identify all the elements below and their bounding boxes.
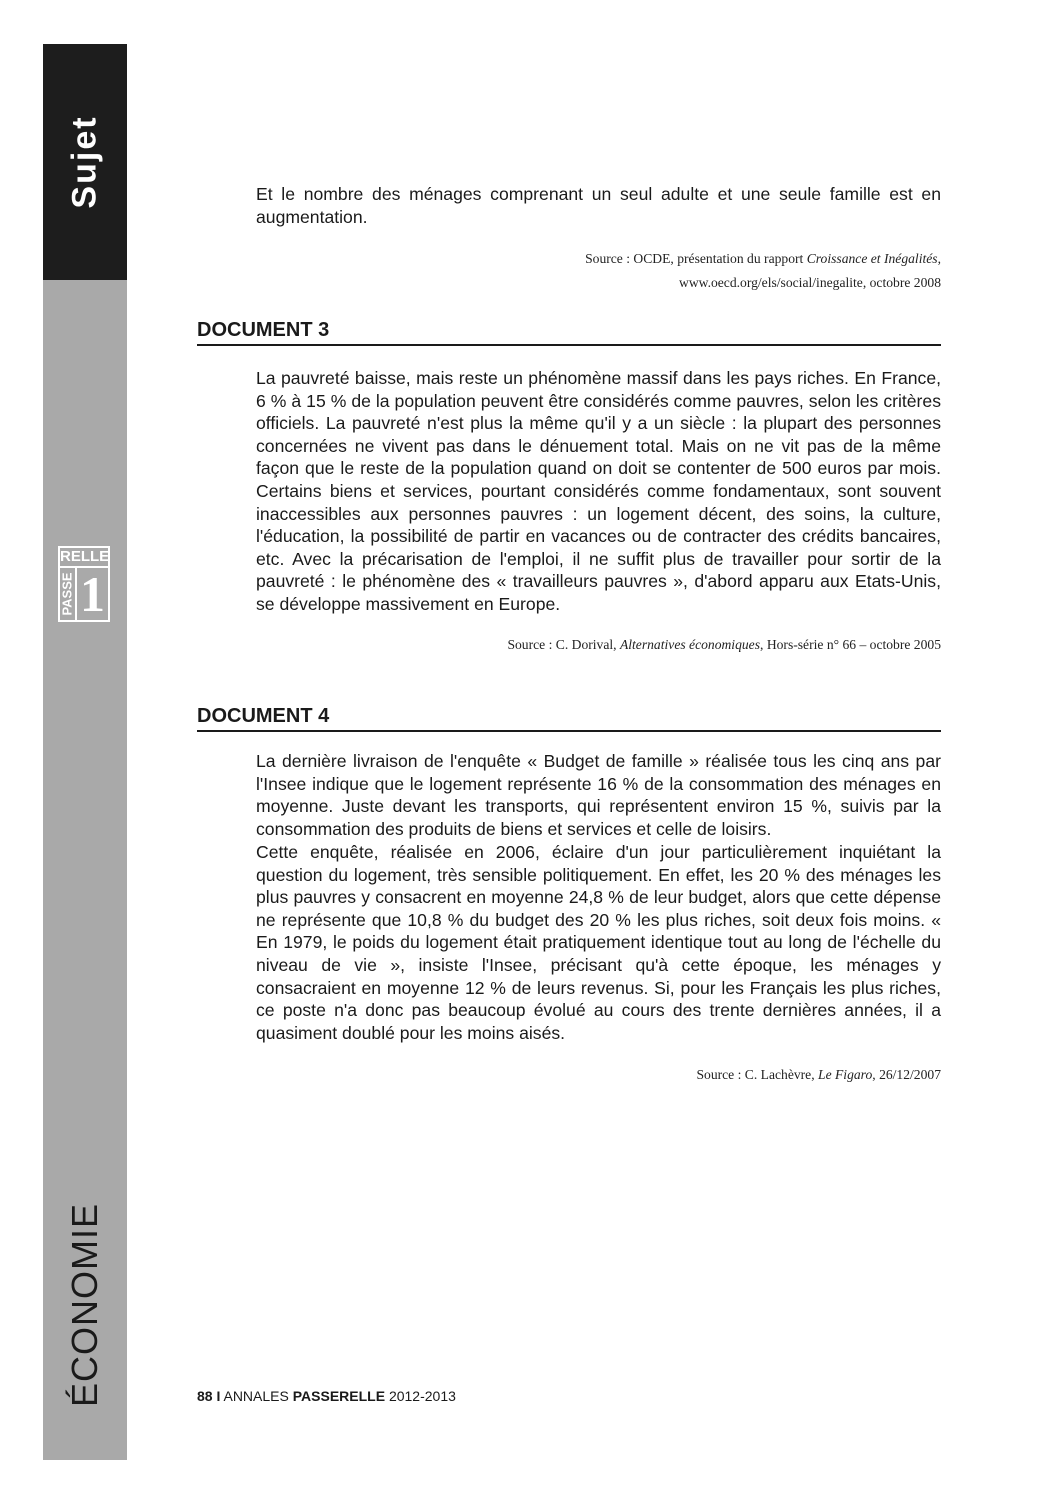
page-number: 88: [197, 1388, 213, 1404]
footer-year: 2012-2013: [388, 1388, 456, 1404]
document-4-source: Source : C. Lachèvre, Le Figaro, 26/12/2007: [696, 1067, 941, 1082]
logo-number: 1: [80, 566, 105, 622]
intro-source-line2: www.oecd.org/els/social/inegalite, octobre 2008: [679, 275, 941, 290]
logo-side-text: PASSE: [59, 572, 75, 616]
page-footer: [197, 1388, 456, 1404]
document-4-paragraph-2: Cette enquête, réalisée en 2006, éclaire d'un jour particulièrement inquiétant la question du logement, très sensible politiquement. En effet, les 20 % des ménages les plus pauvres y consacrent en moyenne 24,8 % de leur budget, alors que cette dépense ne représente que 10,8 % du budget des 20 % les plus riches, soit deux fois moins. « En 1979, le poids du logement était pratiquement identique tout au long de l'échelle du niveau de vie », insiste l'Insee, précisant qu'à cette époque, les ménages y consacraient en moyenne 12 % de leurs revenus. Si, pour les Français les plus riches, ce poste n'a donc pas beaucoup évolué au cours des trente dernières années, il a quasiment doublé pour les moins aisés.: [256, 842, 941, 1043]
logo-side: [60, 566, 77, 620]
intro-source-line1: Source : OCDE, présentation du rapport Croissance et Inégalités,: [585, 251, 941, 266]
document-3-heading: DOCUMENT 3: [197, 317, 941, 346]
logo-top-text: RELLE: [60, 548, 108, 568]
intro-paragraph: Et le nombre des ménages comprenant un seul adulte et une seule famille est en augmentation.: [256, 184, 941, 227]
document-3-paragraph: La pauvreté baisse, mais reste un phénomène massif dans les pays riches. En France, 6 % à 15 % de la population peuvent être considérés comme pauvres, selon les critères officiels. La pauvreté n'est plus la même qu'il y a un siècle : la plupart des personnes concernées ne vivent pas dans le dénuement total. Mais on ne vit pas de la même façon que le reste de la population quand on doit se contenter de 500 euros par mois. Certains biens et services, pourtant considérés comme fondamentaux, sont souvent inaccessibles aux personnes pauvres : un logement décent, des soins, la culture, l'éducation, la possibilité de partir en vacances ou de contracter des crédits bancaires, etc. Avec la précarisation de l'emploi, il ne suffit plus de travailler pour sortir de la pauvreté : le phénomène des « travailleurs pauvres », d'abord apparu aux Etats-Unis, se développe massivement en Europe.: [256, 368, 941, 614]
document-3-source: Source : C. Dorival, Alternatives économiques, Hors-série n° 66 – octobre 2005: [507, 637, 941, 652]
footer-prefix: ANNALES: [223, 1388, 289, 1404]
passerelle-logo: [58, 546, 110, 622]
document-4-paragraph-1: La dernière livraison de l'enquête « Budget de famille » réalisée tous les cinq ans par l'Insee indique que le logement représente 16 % de la consommation des ménages en moyenne. Juste devant les transports, qui représentent environ 15 %, suivis par la consommation des produits de biens et services et celle de loisirs.: [256, 751, 941, 839]
document-4-heading: DOCUMENT 4: [197, 703, 941, 732]
footer-brand: PASSERELLE: [292, 1388, 386, 1404]
footer-separator: I: [216, 1388, 221, 1404]
